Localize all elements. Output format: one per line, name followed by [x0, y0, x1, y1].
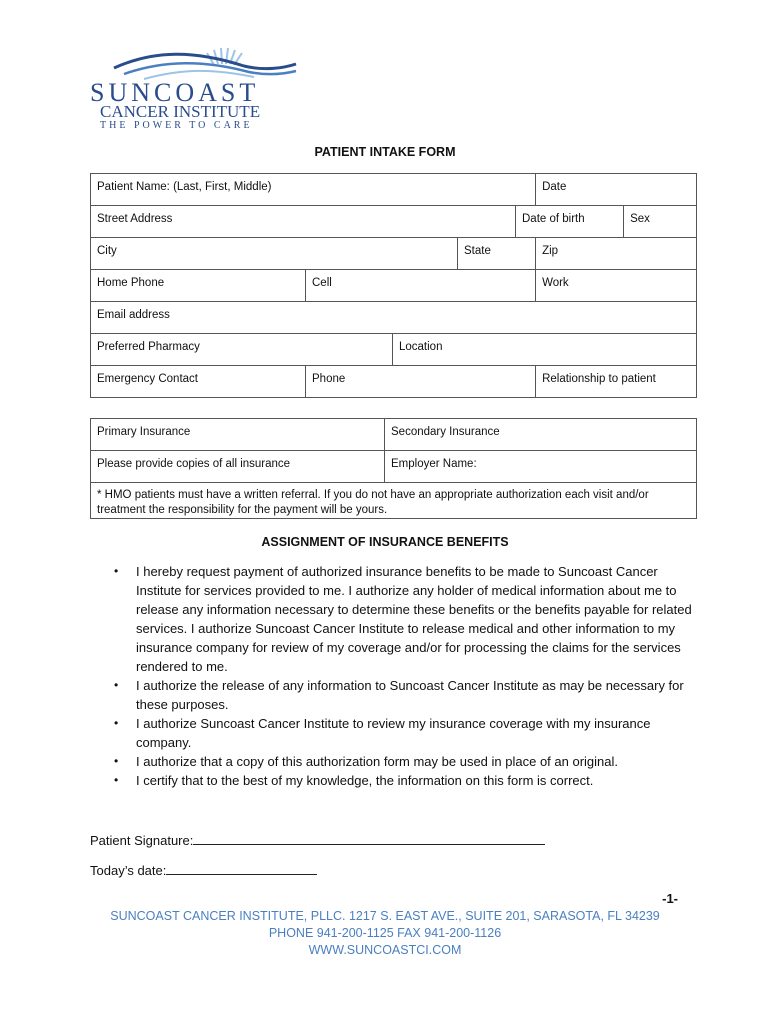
cell-field[interactable]: Cell: [306, 270, 536, 302]
secondary-insurance-field[interactable]: Secondary Insurance: [385, 419, 697, 451]
assignment-list: [112, 562, 692, 790]
assignment-text: I hereby request payment of authorized insurance benefits to be made to Suncoast Cancer Institute for services provided to me. I authorize any holder of medical information about me to release any information necessary to determine these benefits or the benefits payable for related services. I authorize Suncoast Cancer Institute to release medical and other information to my insurance company for review of my coverage and/or for processing the claims for the services rendered to me.: [136, 564, 692, 674]
zip-field[interactable]: Zip: [536, 238, 697, 270]
employer-name-field[interactable]: Employer Name:: [385, 451, 697, 483]
company-logo: [84, 44, 304, 130]
patient-info-table: [90, 173, 697, 398]
logo-suncoast-text: SUNCOAST: [90, 78, 260, 107]
city-field[interactable]: City: [91, 238, 458, 270]
list-item: [112, 752, 692, 771]
form-title: PATIENT INTAKE FORM: [314, 145, 456, 159]
patient-signature-line[interactable]: [193, 832, 545, 845]
footer-address: SUNCOAST CANCER INSTITUTE, PLLC. 1217 S. EAST AVE., SUITE 201, SARASOTA, FL 34239: [110, 909, 660, 923]
preferred-pharmacy-field[interactable]: Preferred Pharmacy: [91, 334, 393, 366]
assignment-text: I authorize the release of any information to Suncoast Cancer Institute as may be necessary for these purposes.: [136, 678, 684, 712]
insurance-table: [90, 418, 697, 519]
assignment-text: I authorize Suncoast Cancer Institute to review my insurance coverage with my insurance company.: [136, 716, 651, 750]
relationship-field[interactable]: Relationship to patient: [536, 366, 697, 398]
email-field[interactable]: Email address: [91, 302, 697, 334]
assignment-text: I authorize that a copy of this authorization form may be used in place of an original.: [136, 754, 618, 769]
bullet-icon: •: [114, 754, 119, 768]
assignment-title: ASSIGNMENT OF INSURANCE BENEFITS: [261, 535, 509, 549]
home-phone-field[interactable]: Home Phone: [91, 270, 306, 302]
sex-field[interactable]: Sex: [624, 206, 697, 238]
work-field[interactable]: Work: [536, 270, 697, 302]
footer-phone: PHONE 941-200-1125 FAX 941-200-1126: [268, 926, 502, 940]
patient-name-field[interactable]: Patient Name: (Last, First, Middle): [91, 174, 536, 206]
hmo-referral-note: * HMO patients must have a written referral. If you do not have an appropriate authorization each visit and/or treatment the responsibility for the payment will be yours.: [91, 483, 697, 519]
logo-institute-text: CANCER INSTITUTE: [100, 102, 261, 121]
list-item: [112, 676, 692, 714]
patient-signature-row: [90, 832, 545, 848]
bullet-icon: •: [114, 564, 119, 578]
todays-date-row: [90, 862, 317, 878]
list-item: [112, 562, 692, 676]
date-field[interactable]: Date: [536, 174, 697, 206]
todays-date-line[interactable]: [166, 862, 317, 875]
pharmacy-location-field[interactable]: Location: [393, 334, 697, 366]
insurance-copies-field[interactable]: Please provide copies of all insurance: [91, 451, 385, 483]
emergency-phone-field[interactable]: Phone: [306, 366, 536, 398]
assignment-text: I certify that to the best of my knowledge, the information on this form is correct.: [136, 773, 594, 788]
todays-date-label: Today’s date:: [90, 863, 167, 878]
bullet-icon: •: [114, 716, 119, 730]
date-of-birth-field[interactable]: Date of birth: [516, 206, 624, 238]
street-address-field[interactable]: Street Address: [91, 206, 516, 238]
primary-insurance-field[interactable]: Primary Insurance: [91, 419, 385, 451]
footer: [0, 908, 770, 959]
bullet-icon: •: [114, 678, 119, 692]
emergency-contact-field[interactable]: Emergency Contact: [91, 366, 306, 398]
footer-website: WWW.SUNCOASTCI.COM: [308, 943, 462, 957]
list-item: [112, 771, 692, 790]
state-field[interactable]: State: [458, 238, 536, 270]
page-number: -1-: [662, 891, 678, 906]
logo-tagline-text: THE POWER TO CARE: [100, 120, 253, 131]
patient-signature-label: Patient Signature:: [90, 833, 194, 848]
list-item: [112, 714, 692, 752]
bullet-icon: •: [114, 773, 119, 787]
